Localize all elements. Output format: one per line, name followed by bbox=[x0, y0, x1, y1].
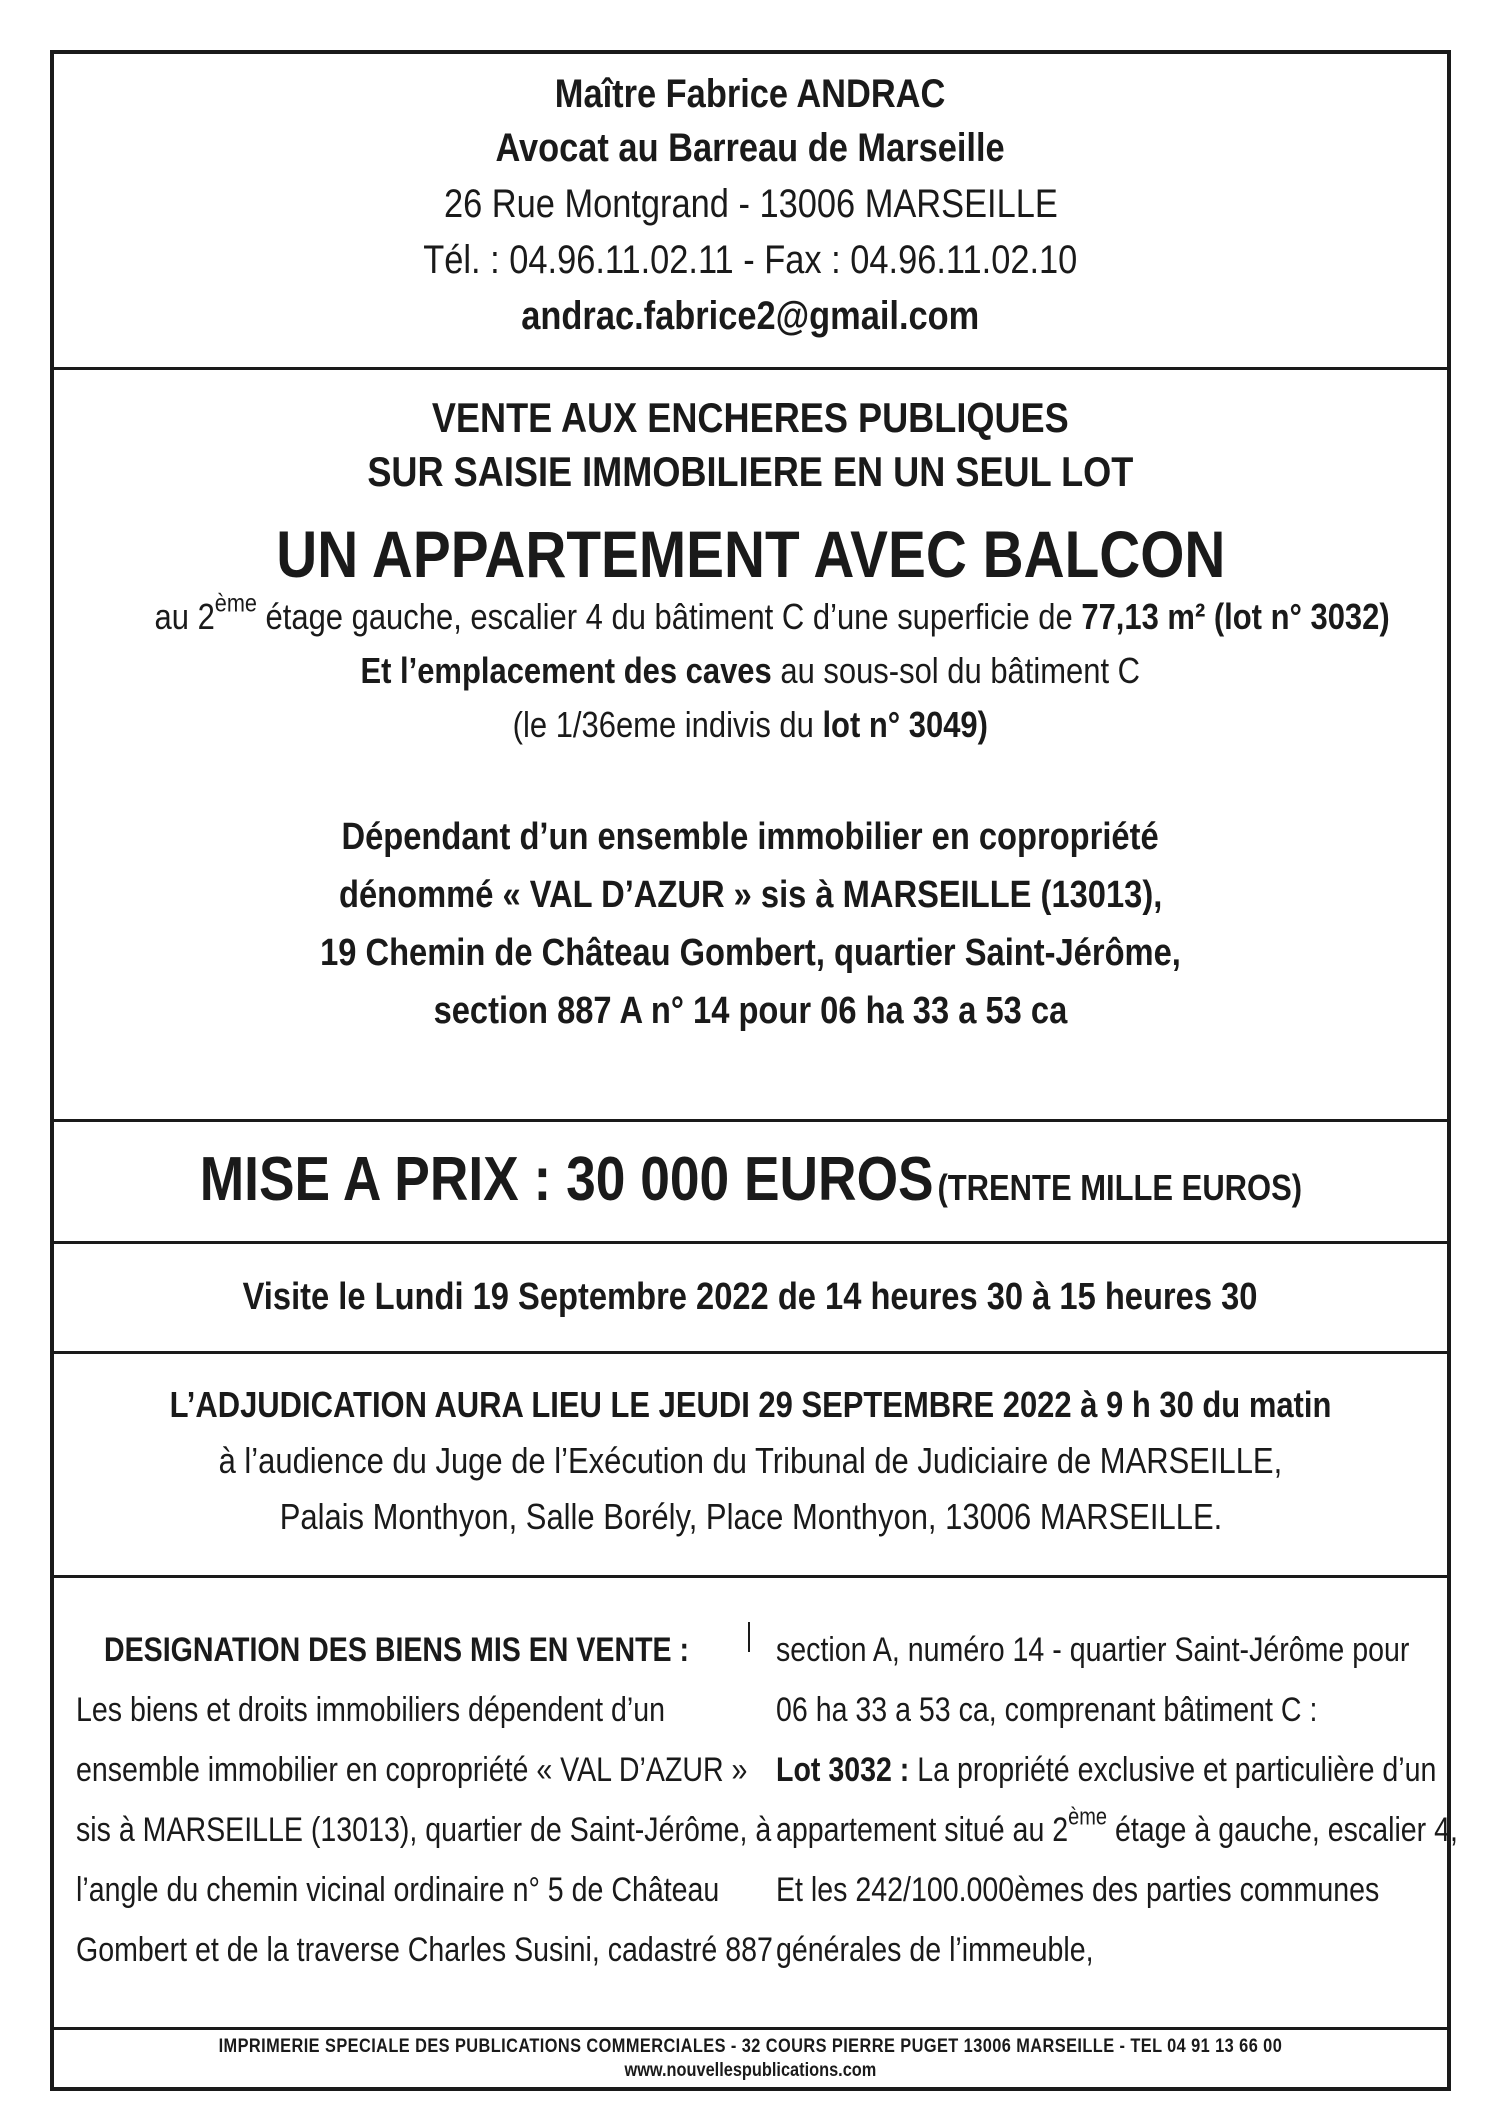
lawyer-address: 26 Rue Montgrand - 13006 MARSEILLE bbox=[443, 182, 1058, 226]
designation-right-line: Lot 3032 : La propriété exclusive et particulière d’un bbox=[776, 1751, 1437, 1789]
designation-left-column bbox=[76, 1620, 773, 1980]
estate-line-3: 19 Chemin de Château Gombert, quartier Saint-Jérôme, bbox=[320, 932, 1181, 974]
designation-left-line: l’angle du chemin vicinal ordinaire n° 5 de Château bbox=[76, 1871, 720, 1909]
estate-line-1: Dépendant d’un ensemble immobilier en copropriété bbox=[341, 816, 1160, 858]
visit-section bbox=[54, 1244, 1447, 1354]
designation-section bbox=[54, 1578, 1458, 2030]
designation-left-line: Gombert et de la traverse Charles Susini, cadastré 887 bbox=[76, 1931, 773, 1969]
designation-right-line: appartement situé au 2ème étage à gauche, escalier 4, bbox=[776, 1803, 1458, 1849]
notice-frame bbox=[50, 50, 1458, 2091]
designation-left-line: sis à MARSEILLE (13013), quartier de Saint-Jérôme, à bbox=[76, 1811, 772, 1849]
auction-section bbox=[54, 1354, 1447, 1578]
sale-description-1: au 2ème étage gauche, escalier 4 du bâtiment C d’une superficie de 77,13 m² (lot n° 3032) bbox=[154, 589, 1390, 637]
lawyer-title: Avocat au Barreau de Marseille bbox=[495, 126, 1006, 170]
sale-description-2: Et l’emplacement des caves au sous-sol du bâtiment C bbox=[360, 650, 1141, 691]
designation-right-line: Et les 242/100.000èmes des parties communes bbox=[776, 1871, 1380, 1909]
auction-date: L’ADJUDICATION AURA LIEU LE JEUDI 29 SEPTEMBRE 2022 à 9 h 30 du matin bbox=[169, 1384, 1332, 1425]
auction-venue: Palais Monthyon, Salle Borély, Place Monthyon, 13006 MARSEILLE. bbox=[279, 1496, 1222, 1537]
lawyer-name: Maître Fabrice ANDRAC bbox=[555, 72, 946, 116]
sale-title-2: SUR SAISIE IMMOBILIERE EN UN SEUL LOT bbox=[367, 448, 1134, 495]
price-in-words: (TRENTE MILLE EUROS) bbox=[937, 1167, 1302, 1208]
designation-right-column bbox=[776, 1620, 1458, 1980]
designation-right-line: générales de l’immeuble, bbox=[776, 1931, 1094, 1969]
sale-title-1: VENTE AUX ENCHERES PUBLIQUES bbox=[432, 394, 1069, 441]
designation-right-line: 06 ha 33 a 53 ca, comprenant bâtiment C : bbox=[776, 1691, 1318, 1729]
auction-court: à l’audience du Juge de l’Exécution du Tribunal de Judiciaire de MARSEILLE, bbox=[218, 1440, 1283, 1481]
estate-line-2: dénommé « VAL D’AZUR » sis à MARSEILLE (13013), bbox=[338, 874, 1163, 916]
designation-right-line: section A, numéro 14 - quartier Saint-Jérôme pour bbox=[776, 1631, 1410, 1669]
designation-left-line: ensemble immobilier en copropriété « VAL D’AZUR » bbox=[76, 1751, 748, 1789]
estate-line-4: section 887 A n° 14 pour 06 ha 33 a 53 ca bbox=[433, 990, 1068, 1032]
sale-section bbox=[54, 370, 1447, 1122]
price-section bbox=[54, 1122, 1447, 1244]
lawyer-email[interactable]: andrac.fabrice2@gmail.com bbox=[521, 294, 980, 338]
printer-footer bbox=[54, 2030, 1447, 2090]
designation-left-line: Les biens et droits immobiliers dépendent d’un bbox=[76, 1691, 665, 1729]
starting-price: MISE A PRIX : 30 000 EUROS bbox=[199, 1145, 934, 1214]
lawyer-header bbox=[54, 54, 1447, 370]
lawyer-phone-fax: Tél. : 04.96.11.02.11 - Fax : 04.96.11.02.10 bbox=[423, 238, 1078, 282]
column-divider bbox=[748, 1622, 750, 1652]
sale-headline: UN APPARTEMENT AVEC BALCON bbox=[275, 517, 1226, 591]
designation-heading: DESIGNATION DES BIENS MIS EN VENTE : bbox=[104, 1631, 690, 1669]
printer-info: IMPRIMERIE SPECIALE DES PUBLICATIONS COMMERCIALES - 32 COURS PIERRE PUGET 13006 MARSEILLE - TEL 04 91 13 66 00 bbox=[218, 2036, 1283, 2057]
sale-description-3: (le 1/36eme indivis du lot n° 3049) bbox=[512, 704, 989, 745]
visit-info: Visite le Lundi 19 Septembre 2022 de 14 heures 30 à 15 heures 30 bbox=[243, 1276, 1258, 1318]
printer-website[interactable]: www.nouvellespublications.com bbox=[624, 2060, 877, 2081]
